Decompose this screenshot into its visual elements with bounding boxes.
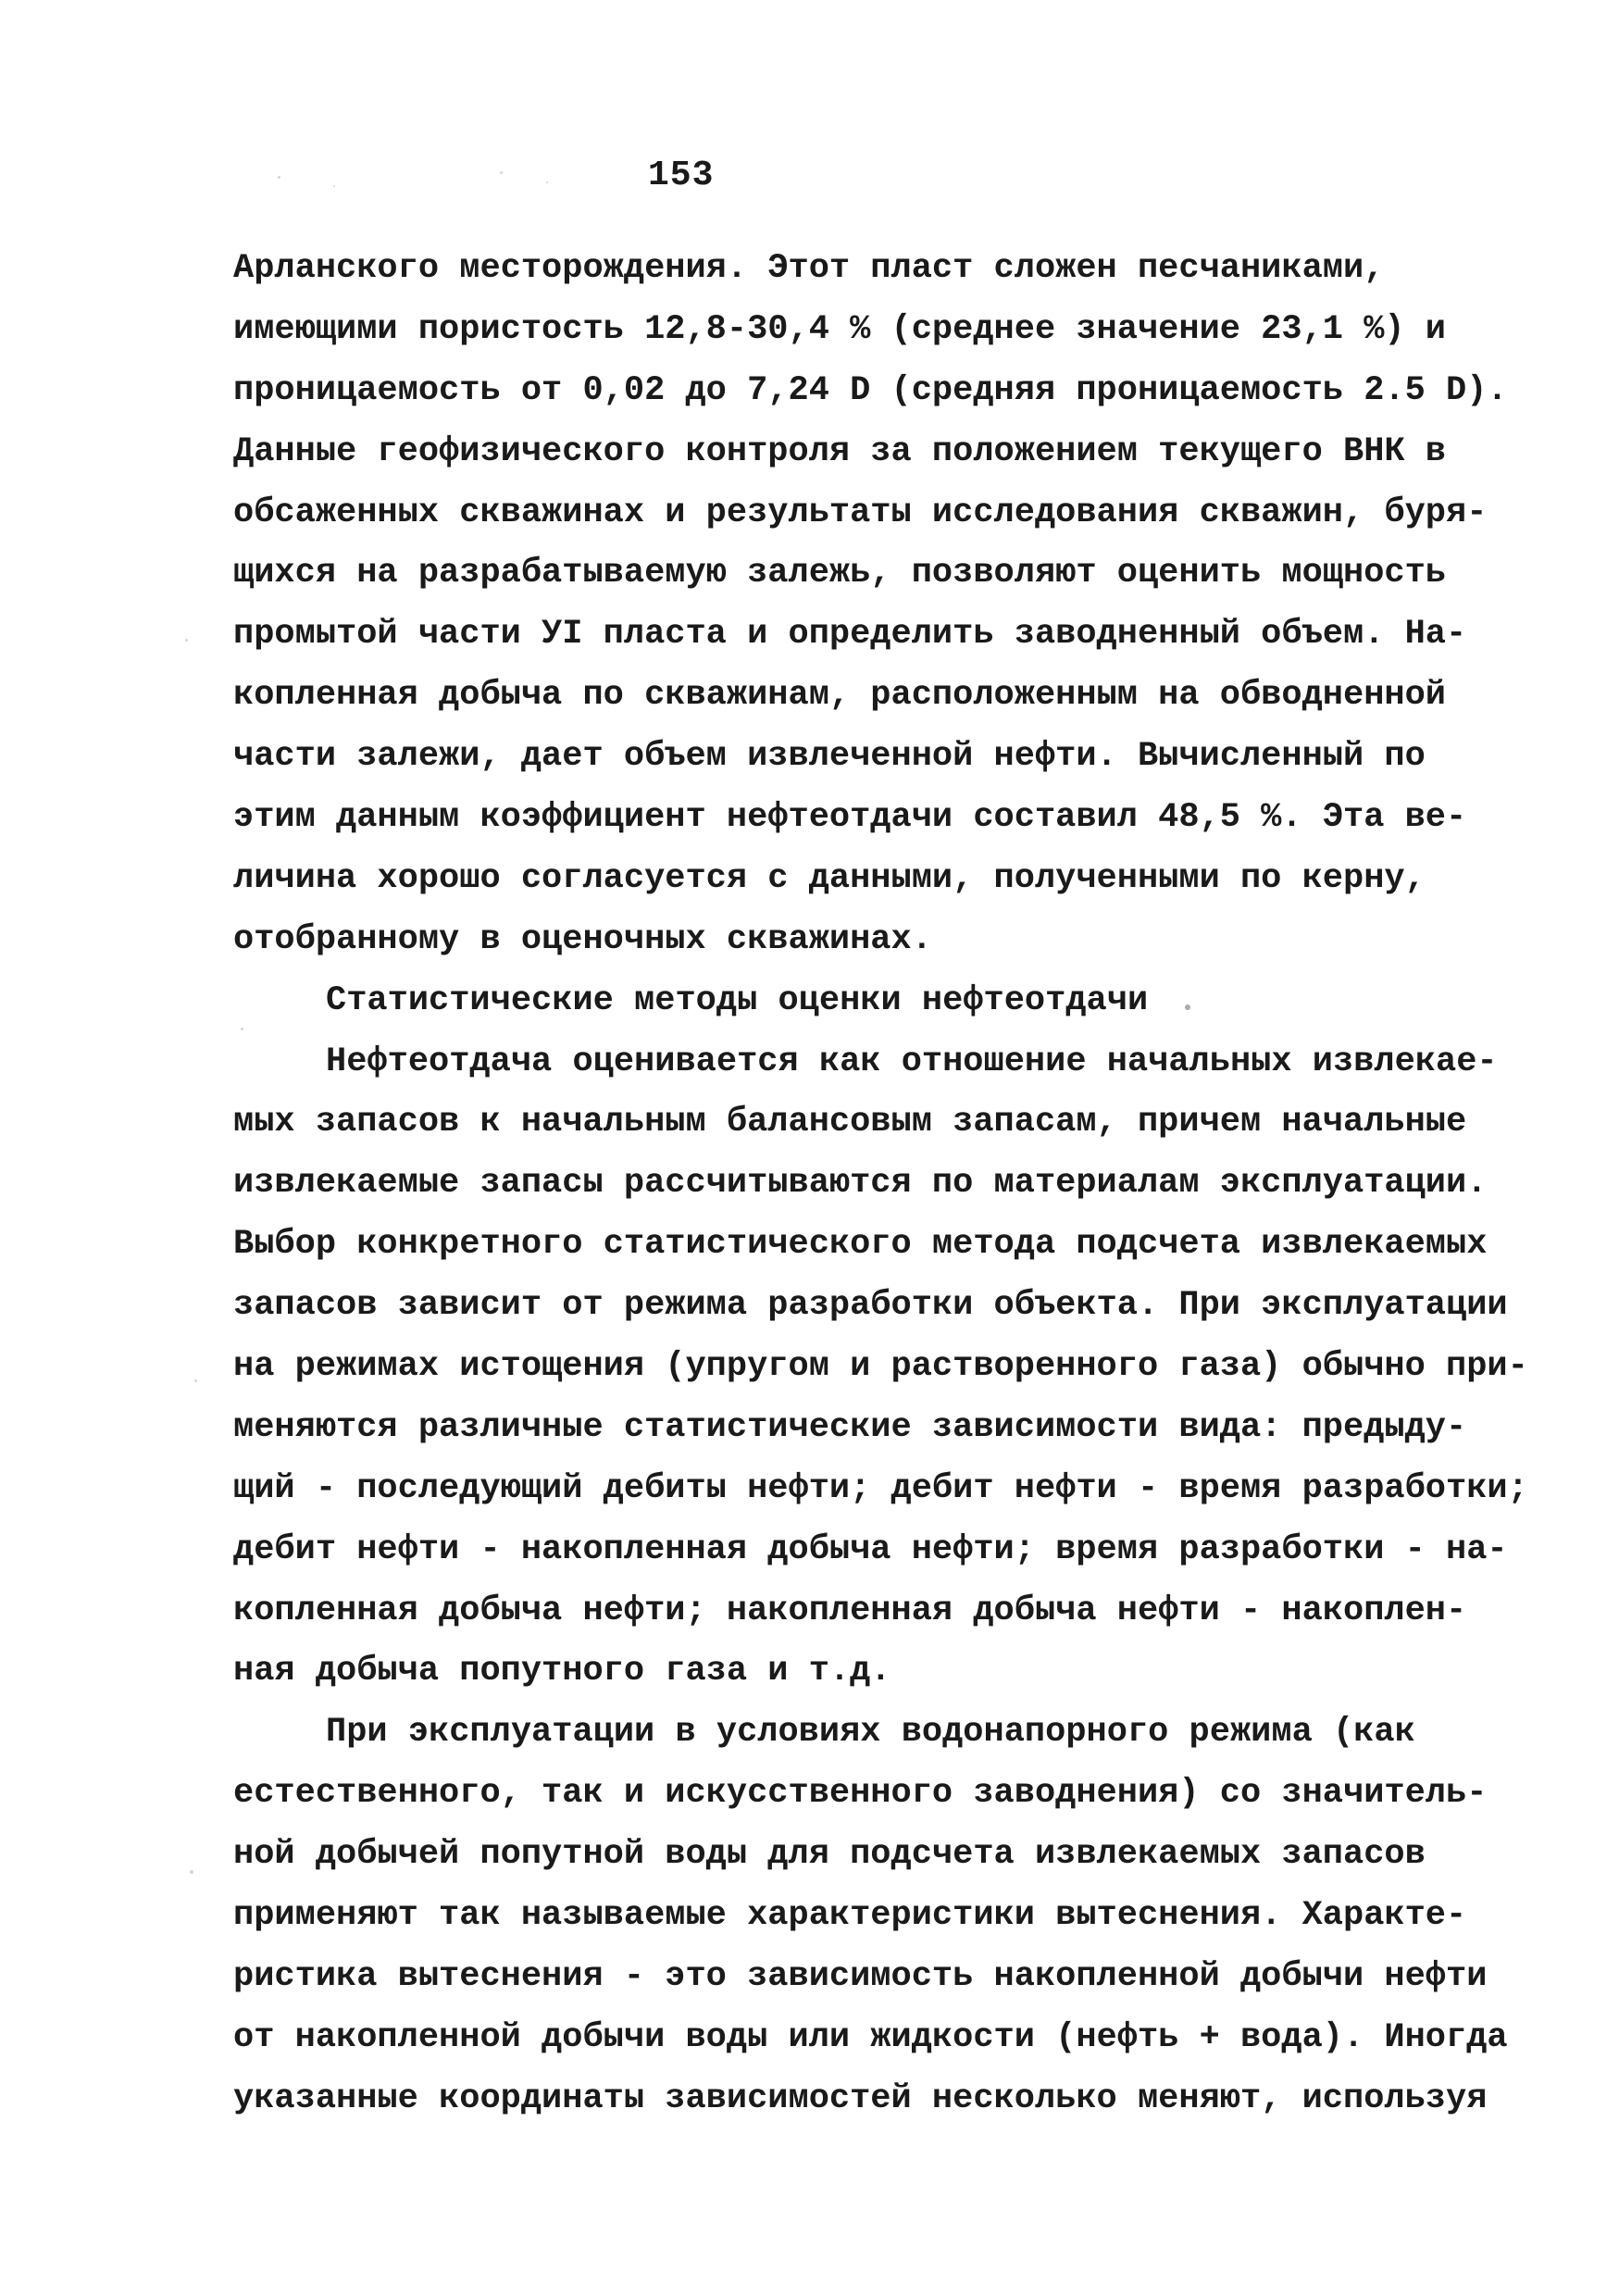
text-line: промытой части УI пласта и определить заводненный объем. На- [233,615,1467,655]
text-line: меняются различные статистические зависимости вида: предыду- [233,1407,1467,1447]
text-line: Арланского месторождения. Этот пласт сложен песчаниками, [233,249,1385,288]
text-line: Данные геофизического контроля за положением текущего ВНК в [233,431,1447,471]
text-line: обсаженных скважинах и результаты исследования скважин, буря- [233,493,1488,532]
scan-speck [190,1870,193,1874]
text-line: извлекаемые запасы рассчитываются по материалам эксплуатации. [233,1164,1488,1204]
text-line: запасов зависит от режима разработки объекта. При эксплуатации [233,1286,1508,1326]
text-line: проницаемость от 0,02 до 7,24 D (средняя проницаемость 2.5 D). [233,370,1508,410]
scan-speck [278,176,280,179]
text-line: щихся на разрабатываемую залежь, позволяют оценить мощность [233,554,1447,593]
text-line: щий - последующий дебиты нефти; дебит нефти - время разработки; [233,1468,1528,1508]
scan-speck [1185,1004,1190,1010]
text-line: При эксплуатации в условиях водонапорного режима (как [326,1713,1415,1753]
text-line: части залежи, дает объем извлеченной нефти. Вычисленный по [233,737,1426,777]
text-line: Нефтеотдача оценивается как отношение начальных извлекае- [326,1042,1498,1081]
text-line: на режимах истощения (упругом и растворенного газа) обычно при- [233,1347,1528,1387]
scan-speck [185,639,188,642]
text-line: ная добыча попутного газа и т.д. [233,1652,891,1691]
text-line: ристика вытеснения - это зависимость накопленной добычи нефти [233,1956,1488,1996]
text-line: этим данным коэффициент нефтеотдачи составил 48,5 %. Эта ве- [233,798,1467,838]
text-line: ной добычей попутной воды для подсчета извлекаемых запасов [233,1835,1426,1875]
text-line: естественного, так и искусственного заводнения) со значитель- [233,1774,1488,1814]
text-line: от накопленной добычи воды или жидкости (нефть + вода). Иногда [233,2017,1508,2057]
scan-speck [333,185,335,187]
page-number: 153 [648,156,715,195]
text-line: имеющими пористость 12,8-30,4 % (среднее значение 23,1 %) и [233,309,1447,349]
text-line: указанные координаты зависимостей несколько меняют, используя [233,2078,1488,2118]
text-line: отобранному в оценочных скважинах. [233,919,932,959]
text-line: мых запасов к начальным балансовым запасам, причем начальные [233,1103,1467,1142]
scan-speck [500,171,503,174]
text-line: копленная добыча по скважинам, расположенным на обводненной [233,676,1447,716]
scan-speck [546,181,548,183]
scan-speck [194,1379,197,1382]
text-line: личина хорошо согласуется с данными, полученными по керну, [233,858,1426,898]
text-line: дебит нефти - накопленная добыча нефти; время разработки - на- [233,1529,1508,1569]
text-line: применяют так называемые характеристики вытеснения. Характе- [233,1896,1467,1936]
section-heading: Статистические методы оценки нефтеотдачи [326,980,1149,1020]
body-text [233,239,1528,2130]
text-line: Выбор конкретного статистического метода подсчета извлекаемых [233,1225,1488,1265]
scan-speck [241,1028,243,1030]
text-line: копленная добыча нефти; накопленная добыча нефти - накоплен- [233,1591,1467,1630]
